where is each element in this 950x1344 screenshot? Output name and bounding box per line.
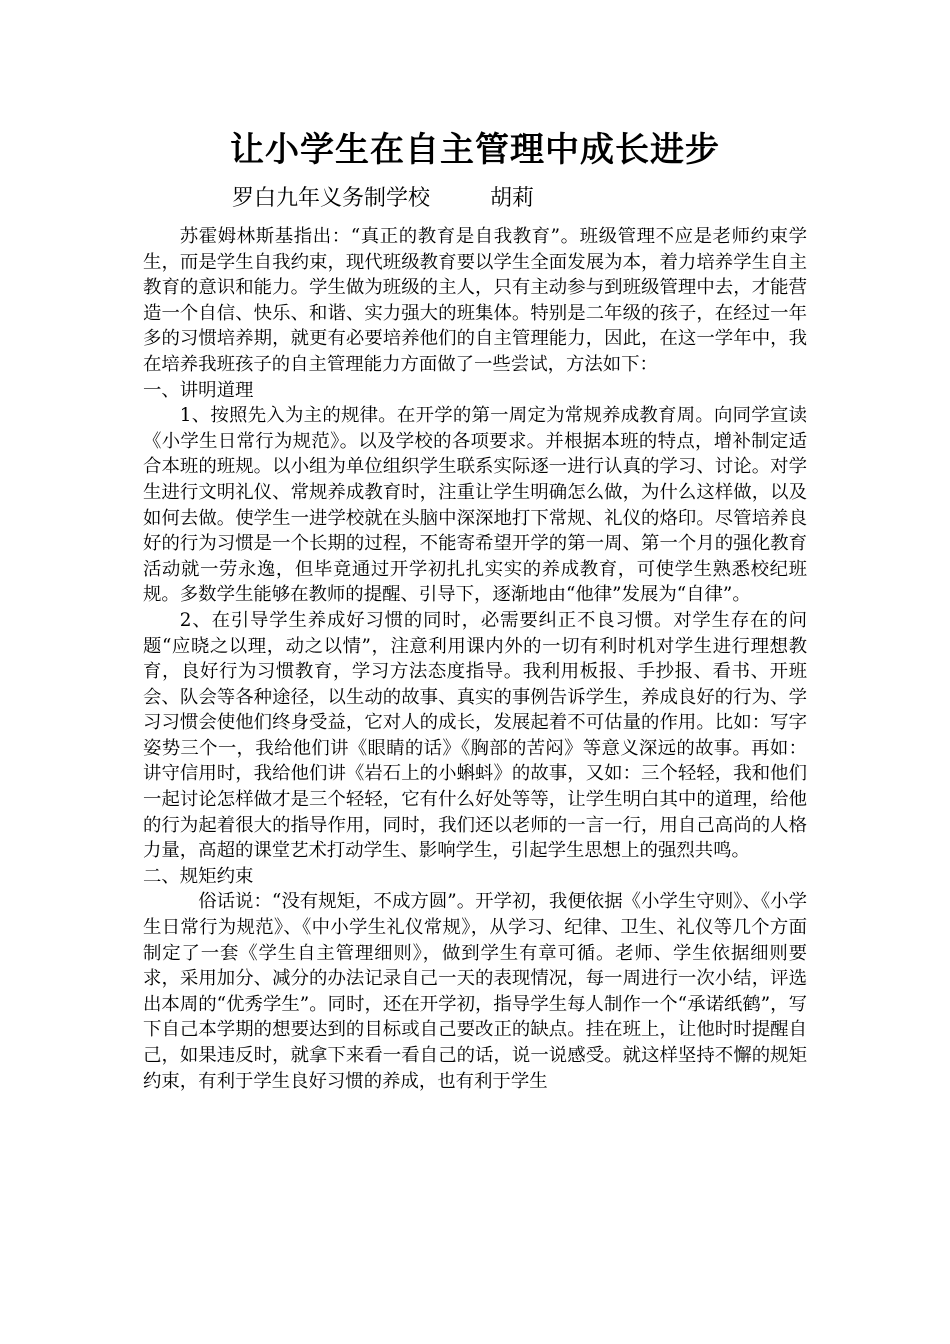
school-name: 罗白九年义务制学校 (232, 186, 431, 211)
page-title: 让小学生在自主管理中成长进步 (230, 130, 720, 170)
section-2-paragraph-1: 俗话说：“没有规矩，不成方圆”。开学初，我便依据《小学生守则》、《小学生日常行为规范》、《中小学生礼仪常规》，从学习、纪律、卫生、礼仪等几个方面制定了一套《学生自主管理细则》，做到学生有章可循。老师、学生依据细则要求，采用加分、减分的办法记录自己一天的表现情况，每一周进行一次小结，评选出本周的“优秀学生”。同时，还在开学初，指导学生每人制作一个“承诺纸鹤”，写下自己本学期的想要达到的目标或自己要改正的缺点。挂在班上，让他时时提醒自己，如果违反时，就拿下来看一看自己的话，说一说感受。就这样坚持不懈的规矩约束，有利于学生良好习惯的养成，也有利于学生 (143, 891, 807, 1092)
byline (232, 184, 534, 214)
article-body (143, 224, 807, 1094)
section-1-paragraph-2: 2、在引导学生养成好习惯的同时，必需要纠正不良习惯。对学生存在的问题“应晓之以理，动之以情”，注意利用课内外的一切有利时机对学生进行理想教育，良好行为习惯教育，学习方法态度指导。我利用板报、手抄报、看书、开班会、队会等各种途径，以生动的故事、真实的事例告诉学生，养成良好的行为、学习习惯会使他们终身受益，它对人的成长，发展起着不可估量的作用。比如：写字姿势三个一，我给他们讲《眼睛的话》《胸部的苦闷》等意义深远的故事。再如：讲守信用时，我给他们讲《岩石上的小蝌蚪》的故事，又如：三个轻轻，我和他们一起讨论怎样做才是三个轻轻，它有什么好处等等，让学生明白其中的道理，给他的行为起着很大的指导作用，同时，我们还以老师的一言一行，用自己高尚的人格力量，高超的课堂艺术打动学生、影响学生，引起学生思想上的强烈共鸣。 (143, 609, 807, 862)
section-heading-1: 一、讲明道理 (143, 379, 254, 401)
author-name: 胡莉 (490, 186, 535, 211)
section-1-paragraph-1: 1、按照先入为主的规律。在开学的第一周定为常规养成教育周。向同学宣读《小学生日常行为规范》。以及学校的各项要求。并根据本班的特点，增补制定适合本班的班规。以小组为单位组织学生联系实际逐一进行认真的学习、讨论。对学生进行文明礼仪、常规养成教育时，注重让学生明确怎么做，为什么这样做，以及如何去做。使学生一进学校就在头脑中深深地打下常规、礼仪的烙印。尽管培养良好的行为习惯是一个长期的过程，不能寄希望开学的第一周、第一个月的强化教育活动就一劳永逸，但毕竟通过开学初扎扎实实的养成教育，可使学生熟悉校纪班规。多数学生能够在教师的提醒、引导下，逐渐地由“他律”发展为“自律”。 (143, 405, 807, 606)
section-heading-2: 二、规矩约束 (143, 865, 254, 887)
intro-paragraph: 苏霍姆林斯基指出：“真正的教育是自我教育”。班级管理不应是老师约束学生，而是学生自我约束，现代班级教育要以学生全面发展为本，着力培养学生自主教育的意识和能力。学生做为班级的主人，只有主动参与到班级管理中去，才能营造一个自信、快乐、和谐、实力强大的班集体。特别是二年级的孩子，在经过一年多的习惯培养期，就更有必要培养他们的自主管理能力，因此，在这一学年中，我在培养我班孩子的自主管理能力方面做了一些尝试，方法如下： (143, 226, 807, 375)
